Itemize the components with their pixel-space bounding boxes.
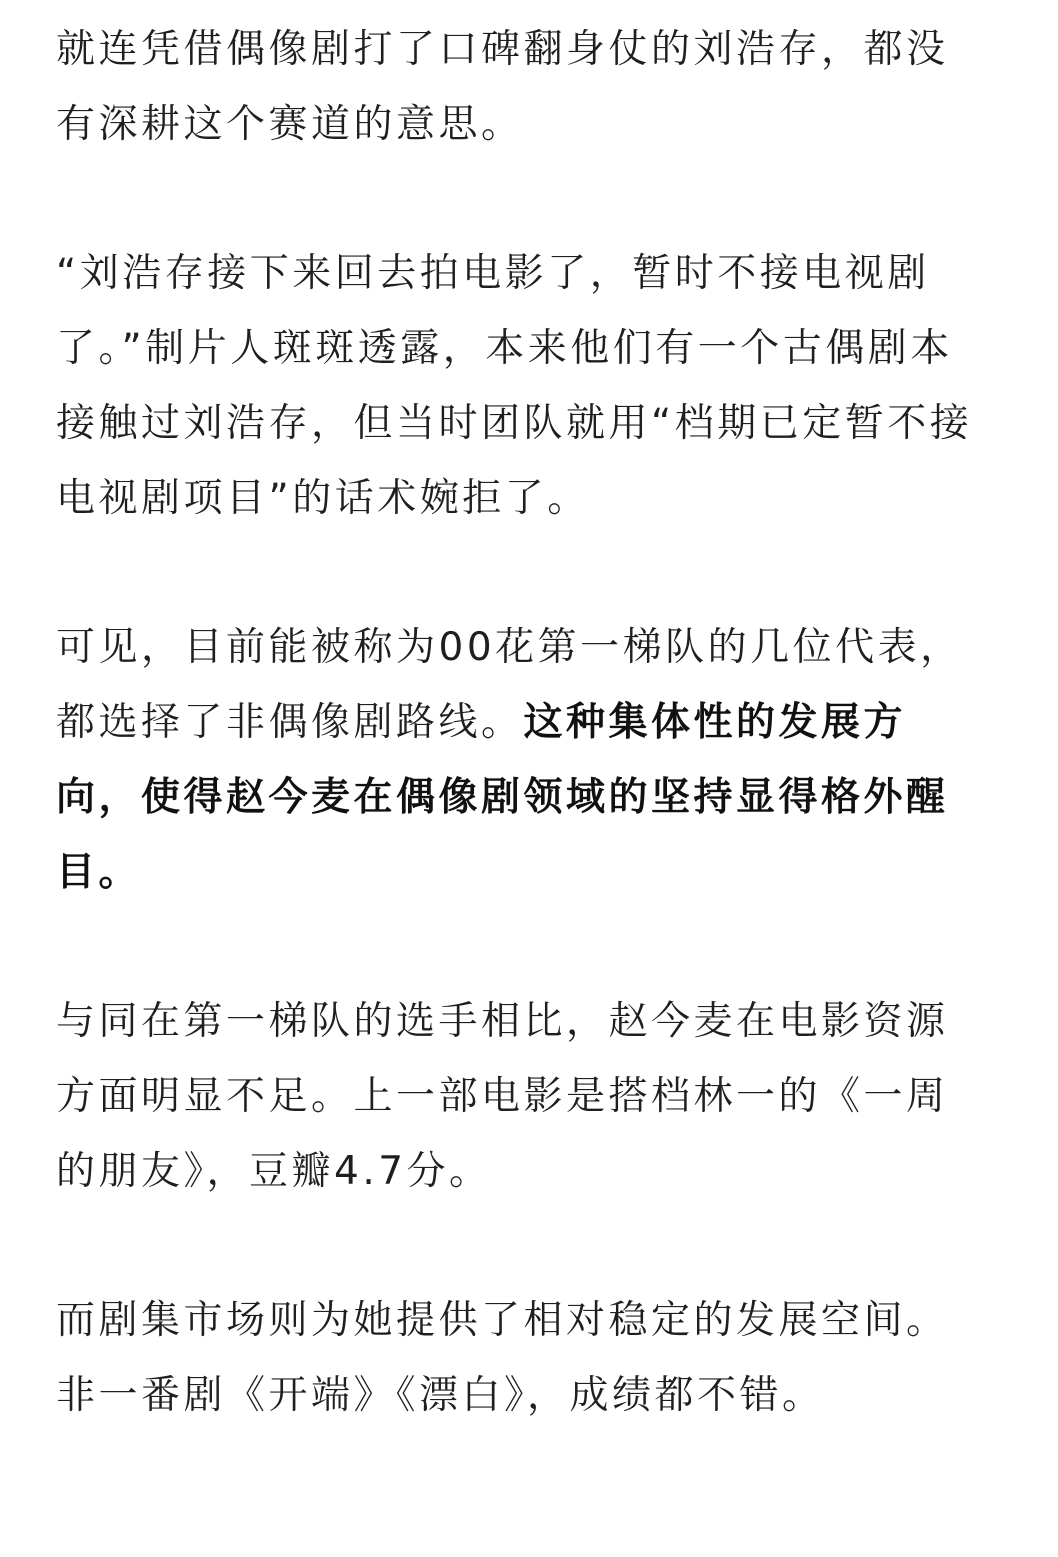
paragraph-2: “刘浩存接下来回去拍电影了，暂时不接电视剧了。”制片人斑斑透露，本来他们有一个古偶剧本接触过刘浩存，但当时团队就用“档期已定暂不接电视剧项目”的话术婉拒了。 [56,251,973,521]
paragraph-3-bold-text: 这种集体性的发展方向，使得赵今麦在偶像剧领域的坚持显得格外醒目。 [56,700,949,895]
paragraph-1: 就连凭借偶像剧打了口碑翻身仗的刘浩存，都没有深耕这个赛道的意思。 [56,27,949,147]
paragraph-3 [56,610,986,910]
paragraph-3-text: 可见，目前能被称为00花第一梯队的几位代表，都选择了非偶像剧路线。 [56,625,963,745]
paragraph-5: 而剧集市场则为她提供了相对稳定的发展空间。非一番剧《开端》《漂白》，成绩都不错。 [56,1298,949,1418]
article-body [56,12,986,1433]
paragraph-4: 与同在第一梯队的选手相比，赵今麦在电影资源方面明显不足。上一部电影是搭档林一的《一周的朋友》，豆瓣4.7分。 [56,999,949,1194]
